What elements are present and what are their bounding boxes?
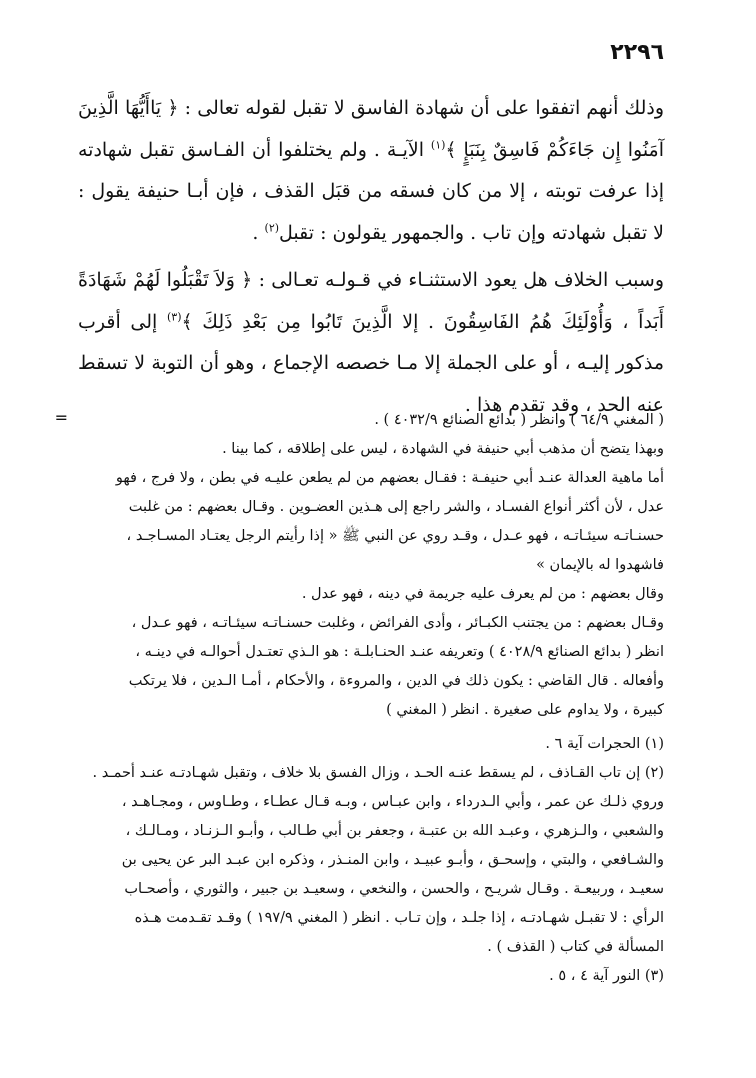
continuation-mark: = [54, 408, 68, 427]
footnote-line: والشعبي ، والـزهري ، وعبـد الله بن عتبـة ، وجعفر بن أبي طـالب ، وأبـو الـزنـاد ، ومـالـك ، [125, 823, 664, 839]
paragraph-1-end: . [252, 221, 265, 244]
footnote-line: والشـافعي ، والبتي ، وإسحـق ، وأبـو عبيـد ، وابن المنـذر ، وذكره ابن عبـد البر عن يحيى بن [121, 852, 664, 868]
footnote-ref-3: (٣) [166, 310, 182, 324]
footnote-ref-1: (١) [430, 138, 446, 152]
continued-note [64, 406, 664, 725]
note-line: فاشهدوا له بالإيمان » [536, 557, 664, 573]
note-line: وقـال بعضهم : من يجتنب الكبـائر ، وأدى الفرائض ، وغلبت حسنـاتـه سيئـاتـه ، فهو عـدل ، [131, 615, 664, 631]
paragraph-1-intro: وذلك أنهم اتفقوا على أن شهادة الفاسق لا تقبل لقوله تعالى : ﴿ يَاأَيُّهَا الَّذِينَ آمَنُوا إِن جَاءَكُمْ فَاسِقٌ بِنَبَإٍ ﴾ [78, 97, 665, 161]
note-line: ( المغني ٦٤/٩ ) وانظر ( بدائع الصنائع ٤٠٣٢/٩ ) . [374, 412, 664, 428]
note-line: وقال بعضهم : من لم يعرف عليه جريمة في دينه ، فهو عدل . [301, 586, 664, 602]
note-line: انظر ( بدائع الصنائع ٤٠٢٨/٩ ) وتعريفه عنـد الحنـابلـة : هو الـذي تعتـدل أحوالـه في دينـه ، [135, 644, 664, 660]
main-text [78, 88, 664, 426]
main-paragraph-1 [78, 88, 664, 254]
footnote-line: (١) الحجرات آية ٦ . [545, 736, 664, 752]
footnote-line: المسألة في كتاب ( القذف ) . [487, 939, 664, 955]
page-number: ٢٢٩٦ [610, 40, 664, 65]
footnote-line: سعيـد ، وربيعـة . وقـال شريـح ، والحسن ، والنخعي ، وسعيـد بن جبير ، والثوري ، وأصحـاب [124, 881, 664, 897]
note-line: حسنـاتـه سيئـاتـه ، فهو عـدل ، وقـد روي عن النبي ﷺ « إذا رأيتم الرجل يعتـاد المسـاجـد ، [126, 528, 664, 544]
note-line: وبهذا يتضح أن مذهب أبي حنيفة في الشهادة ، ليس على إطلاقه ، كما بينا . [222, 441, 664, 457]
note-line: وأفعاله . قال القاضي : يكون ذلك في الدين ، والمروءة ، والأحكام ، أمـا الـدين ، فلا يرتكب [128, 673, 664, 689]
paragraph-2-rest: إلى أقرب مذكور إليـه ، أو على الجملة إلا مـا خصصه الإجماع ، وهو أن التوبة لا تسقط عنه الحد ، وقد تقدم هذا . [78, 310, 664, 416]
note-line: عدل ، لأن أكثر أنواع الفسـاد ، والشر راجع إلى هـذين العضـوين . وقـال بعضهم : من غلبت [128, 499, 664, 515]
footnote-line: وروي ذلـك عن عمر ، وأبي الـدرداء ، وابن عبـاس ، وبـه قـال عطـاء ، وطـاوس ، ومجـاهـد ، [121, 794, 664, 810]
footnote-line: الرأي : لا تقبـل شهـادتـه ، إذا جلـد ، وإن تـاب . انظر ( المغني ١٩٧/٩ ) وقـد تقـدمت هـذه [134, 910, 664, 926]
paragraph-2-intro: وسبب الخلاف هل يعود الاستثنـاء في قـولـه تعـالى : ﴿ وَلاَ تَقْبَلُوا لَهُمْ شَهَادَةً أَبَداً ، وَأُوْلَئِكَ هُمُ الفَاسِقُونَ . إلا الَّذِينَ تَابُوا مِن بَعْدِ ذَلِكَ ﴾ [78, 269, 664, 333]
footnote-ref-2: (٢) [264, 221, 280, 235]
footnote-line: (٢) إن تاب القـاذف ، لم يسقط عنـه الحـد ، وزال الفسق بلا خلاف ، وتقبل شهـادتـه عنـد أحمـد . [92, 765, 664, 781]
footnote-line: (٣) النور آية ٤ ، ٥ . [549, 968, 664, 984]
main-paragraph-2 [78, 260, 664, 426]
paragraph-1-rest: الآيـة . ولم يختلفوا أن الفـاسق تقبل شهادته إذا عرفت توبته ، إلا من كان فسقه من قبَل القذف ، فإن أبـا حنيفة يقول : لا تقبل شهادته وإن تاب . والجمهور يقولون : تقبل [78, 138, 664, 244]
note-line: كبيرة ، ولا يداوم على صغيرة . انظر ( المغني ) [386, 702, 664, 718]
footnotes [64, 730, 664, 991]
note-line: أما ماهية العدالة عنـد أبي حنيفـة : فقـال بعضهم من لم يطعن عليـه في بطن ، ولا فرج ، فهو [115, 470, 664, 486]
